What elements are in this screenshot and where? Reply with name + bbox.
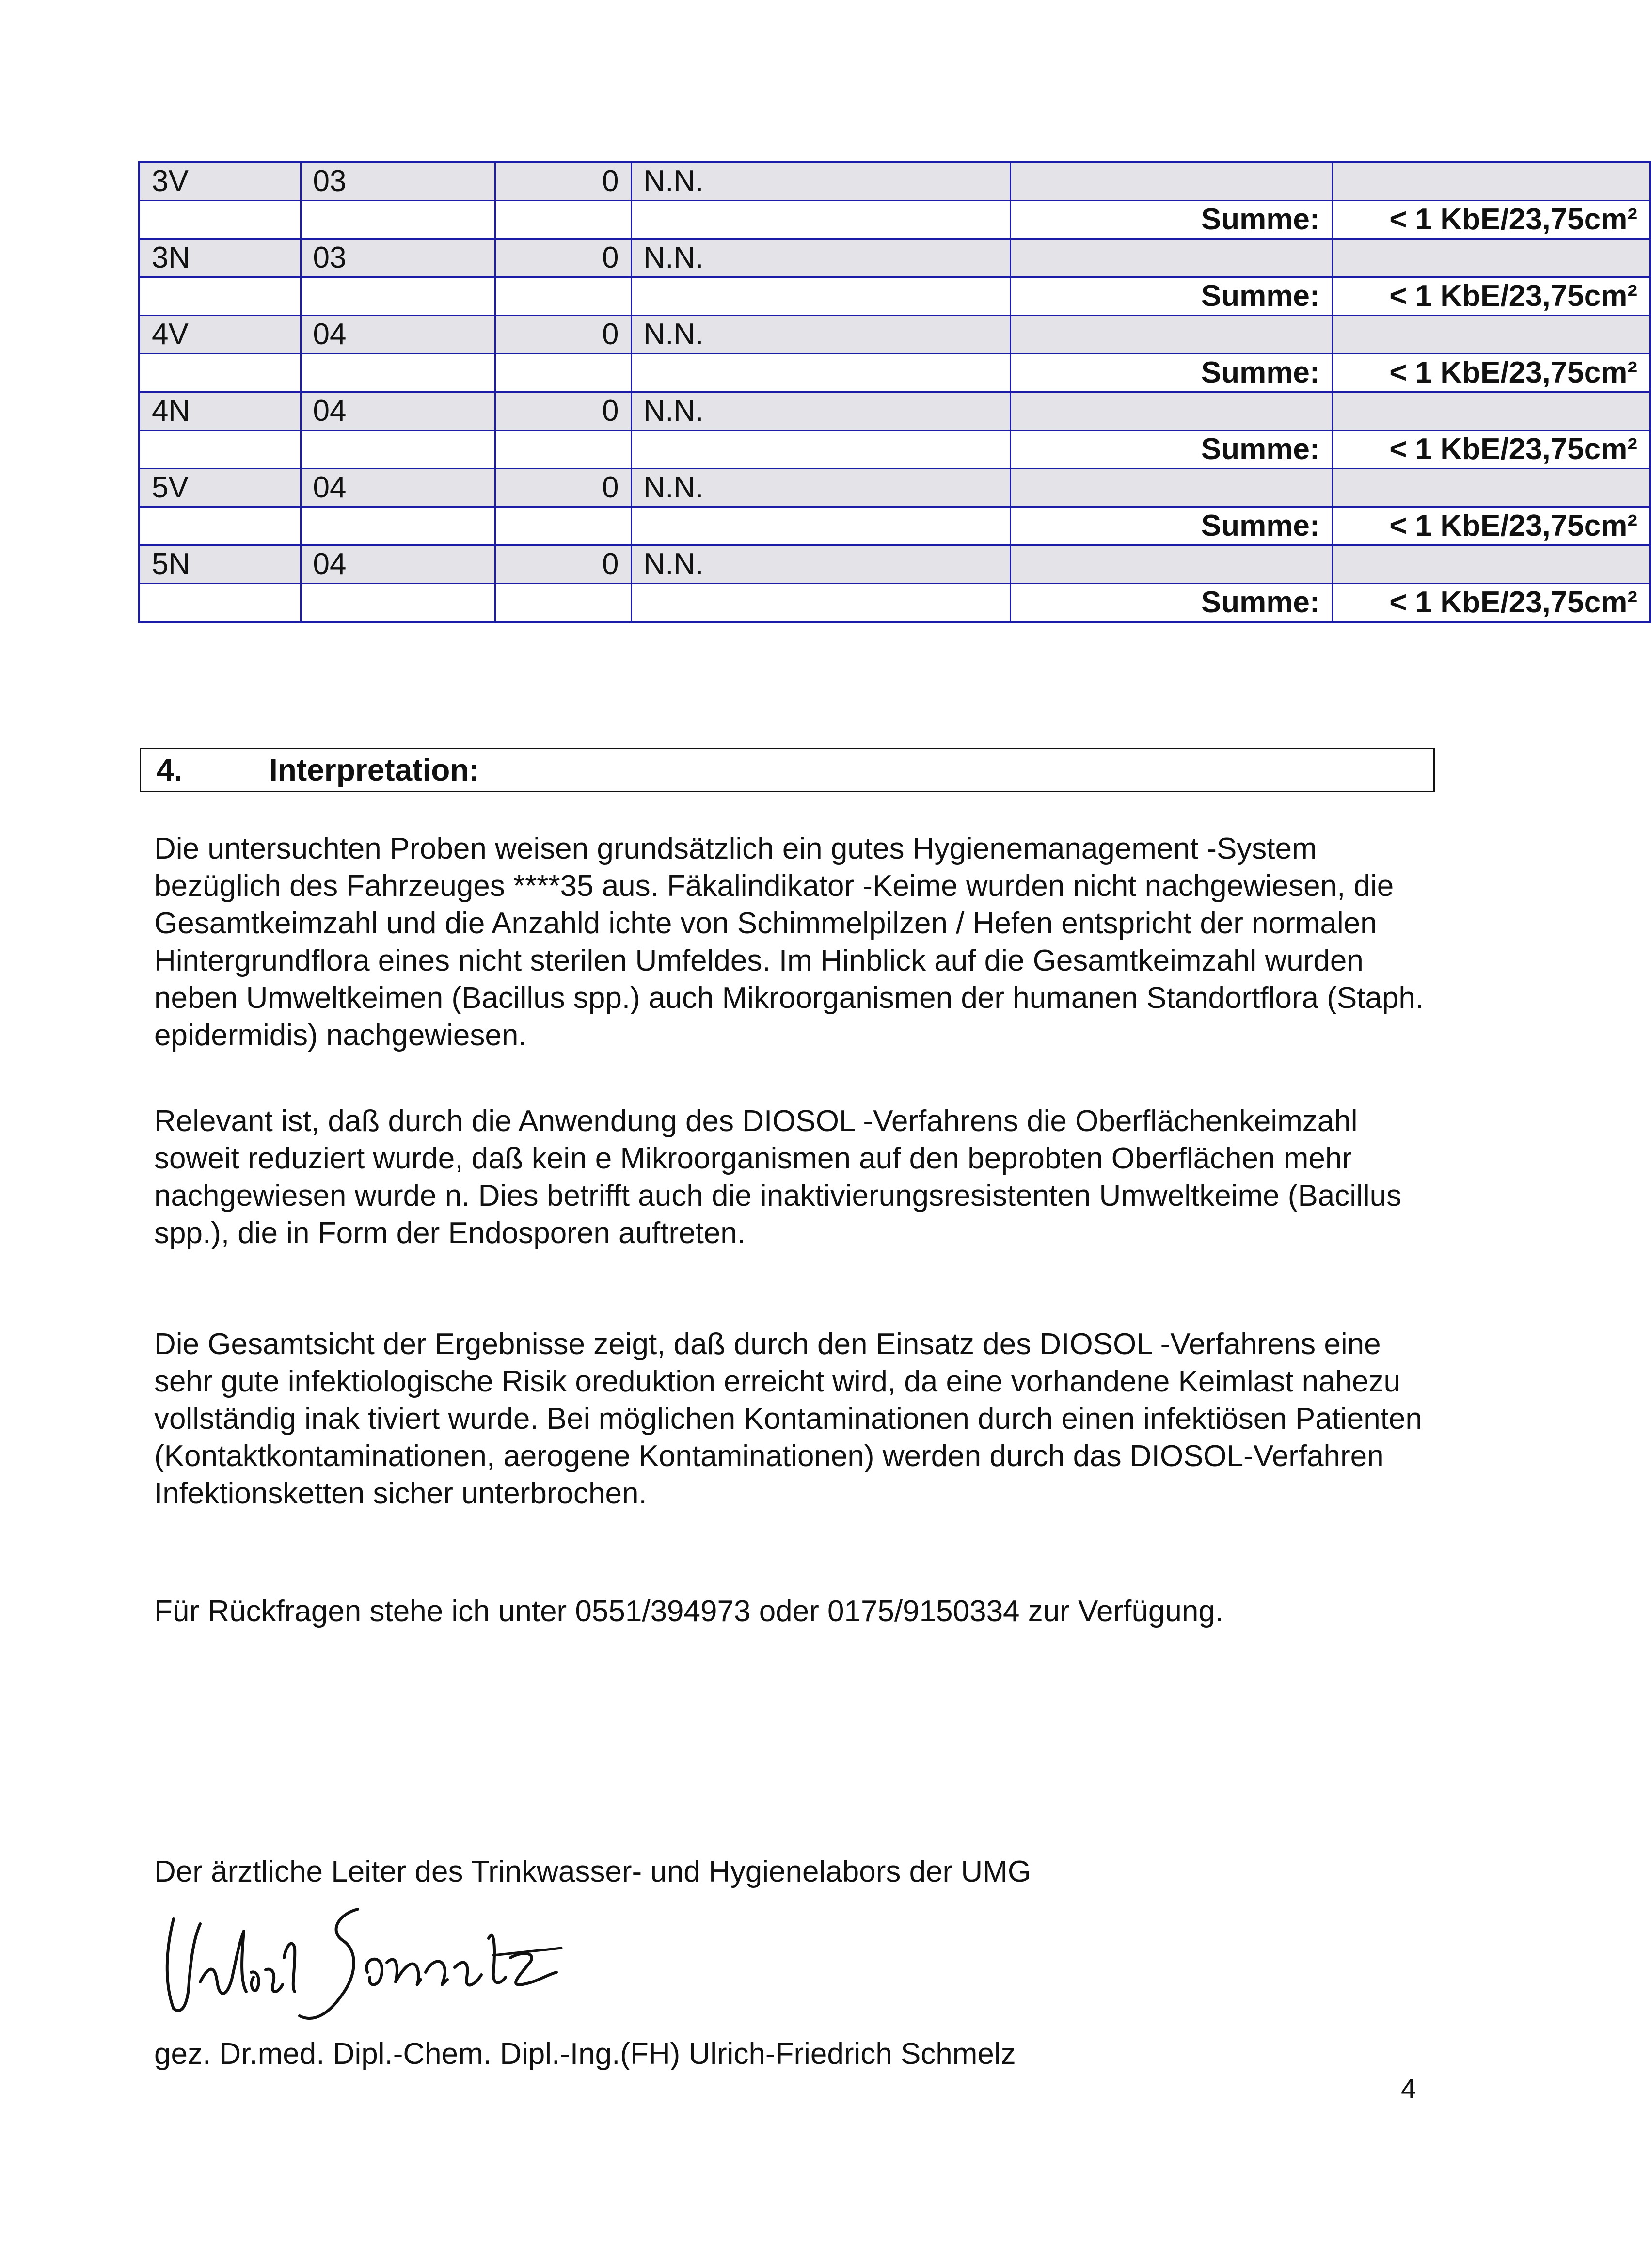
sum-value-cell (1332, 392, 1650, 431)
sample-group-cell: 03 (301, 239, 495, 277)
sample-row (139, 545, 1650, 584)
sample-group-cell: 04 (301, 316, 495, 354)
count-cell (495, 507, 631, 545)
sample-id-cell (139, 201, 301, 239)
count-cell: 0 (495, 469, 631, 507)
section-title: Interpretation: (269, 752, 479, 787)
page-number: 4 (1401, 2073, 1416, 2104)
sample-group-cell: 04 (301, 469, 495, 507)
sample-id-cell: 3N (139, 239, 301, 277)
sample-id-cell (139, 277, 301, 316)
sample-group-cell (301, 507, 495, 545)
count-cell: 0 (495, 162, 631, 201)
count-cell (495, 354, 631, 392)
sample-row (139, 162, 1650, 201)
finding-cell: N.N. (631, 316, 1010, 354)
finding-cell (631, 201, 1010, 239)
finding-cell (631, 507, 1010, 545)
sum-label-cell (1010, 316, 1332, 354)
interpretation-paragraph-1: Die untersuchten Proben weisen grundsätzlich ein gutes Hygienemanagement -System bezüglich des Fahrzeuges ****35 aus. Fäkalindikator -Keime wurden nicht nachgewiesen, die Gesamtkeimzahl und die Anzahld ichte von Schimmelpilzen / Hefen entspricht der normalen Hintergrundflora eines nicht sterilen Umfeldes. Im Hinblick auf die Gesamtkeimzahl wurden neben Umweltkeimen (Bacillus spp.) auch Mikroorganismen der humanen Standortflora (Staph. epidermidis) nachgewiesen. (154, 832, 1424, 1052)
results-table (138, 161, 1651, 623)
sum-value-cell (1332, 162, 1650, 201)
sample-id-cell: 5V (139, 469, 301, 507)
sample-group-cell (301, 354, 495, 392)
count-cell: 0 (495, 392, 631, 431)
sample-id-cell (139, 507, 301, 545)
sum-value-cell: < 1 KbE/23,75cm² (1332, 354, 1650, 392)
sum-value-cell: < 1 KbE/23,75cm² (1332, 201, 1650, 239)
finding-cell: N.N. (631, 239, 1010, 277)
sum-row (139, 277, 1650, 316)
sum-row (139, 431, 1650, 469)
finding-cell: N.N. (631, 162, 1010, 201)
sample-group-cell: 03 (301, 162, 495, 201)
sum-value-cell (1332, 239, 1650, 277)
finding-cell: N.N. (631, 545, 1010, 584)
sum-value-cell (1332, 316, 1650, 354)
sum-value-cell (1332, 469, 1650, 507)
sample-group-cell: 04 (301, 392, 495, 431)
section-heading (140, 748, 1435, 792)
finding-cell (631, 277, 1010, 316)
sample-id-cell (139, 354, 301, 392)
sum-label-cell (1010, 239, 1332, 277)
sum-label-cell (1010, 545, 1332, 584)
sum-label-cell: Summe: (1010, 354, 1332, 392)
sum-value-cell: < 1 KbE/23,75cm² (1332, 277, 1650, 316)
sample-row (139, 316, 1650, 354)
finding-cell (631, 431, 1010, 469)
count-cell: 0 (495, 239, 631, 277)
sample-row (139, 392, 1650, 431)
count-cell (495, 431, 631, 469)
finding-cell: N.N. (631, 469, 1010, 507)
sum-label-cell: Summe: (1010, 584, 1332, 623)
sum-row (139, 507, 1650, 545)
sum-label-cell: Summe: (1010, 507, 1332, 545)
signer-name: gez. Dr.med. Dipl.-Chem. Dipl.-Ing.(FH) Ulrich-Friedrich Schmelz (154, 2037, 1016, 2071)
count-cell: 0 (495, 545, 631, 584)
sum-row (139, 354, 1650, 392)
interpretation-paragraph-3: Die Gesamtsicht der Ergebnisse zeigt, daß durch den Einsatz des DIOSOL -Verfahrens eine sehr gute infektiologische Risik oreduktion erreicht wird, da eine vorhandene Keimlast nahezu vollständig inak tiviert wurde. Bei möglichen Kontaminationen durch einen infektiösen Patienten (Kontaktkontaminationen, aerogene Kontaminationen) werden durch das DIOSOL-Verfahren Infektionsketten sicher unterbrochen. (154, 1327, 1422, 1510)
sample-id-cell: 5N (139, 545, 301, 584)
sample-id-cell: 3V (139, 162, 301, 201)
sum-row (139, 584, 1650, 623)
results-table-body (139, 162, 1650, 622)
sum-label-cell: Summe: (1010, 201, 1332, 239)
signer-title: Der ärztliche Leiter des Trinkwasser- und Hygienelabors der UMG (154, 1855, 1032, 1888)
sum-label-cell: Summe: (1010, 277, 1332, 316)
sum-value-cell (1332, 545, 1650, 584)
sample-id-cell: 4N (139, 392, 301, 431)
interpretation-paragraph-2: Relevant ist, daß durch die Anwendung des DIOSOL -Verfahrens die Oberflächenkeimzahl soweit reduziert wurde, daß kein e Mikroorganismen auf den beprobten Oberflächen mehr nachgewiesen wurde n. Dies betrifft auch die inaktivierungsresistenten Umweltkeime (Bacillus spp.), die in Form der Endosporen auftreten. (154, 1104, 1402, 1250)
finding-cell: N.N. (631, 392, 1010, 431)
count-cell (495, 584, 631, 623)
count-cell: 0 (495, 316, 631, 354)
sample-group-cell (301, 584, 495, 623)
sample-group-cell: 04 (301, 545, 495, 584)
sample-row (139, 469, 1650, 507)
finding-cell (631, 584, 1010, 623)
sum-row (139, 201, 1650, 239)
sum-label-cell (1010, 162, 1332, 201)
section-number: 4. (157, 752, 183, 787)
sum-value-cell: < 1 KbE/23,75cm² (1332, 507, 1650, 545)
count-cell (495, 201, 631, 239)
sample-id-cell (139, 431, 301, 469)
sum-label-cell (1010, 392, 1332, 431)
finding-cell (631, 354, 1010, 392)
sample-group-cell (301, 431, 495, 469)
count-cell (495, 277, 631, 316)
sample-id-cell (139, 584, 301, 623)
contact-line: Für Rückfragen stehe ich unter 0551/394973 oder 0175/9150334 zur Verfügung. (154, 1595, 1224, 1628)
handwritten-signature (154, 1885, 571, 2030)
sum-label-cell: Summe: (1010, 431, 1332, 469)
sample-id-cell: 4V (139, 316, 301, 354)
sum-value-cell: < 1 KbE/23,75cm² (1332, 584, 1650, 623)
sample-row (139, 239, 1650, 277)
sample-group-cell (301, 201, 495, 239)
sum-value-cell: < 1 KbE/23,75cm² (1332, 431, 1650, 469)
sum-label-cell (1010, 469, 1332, 507)
sample-group-cell (301, 277, 495, 316)
